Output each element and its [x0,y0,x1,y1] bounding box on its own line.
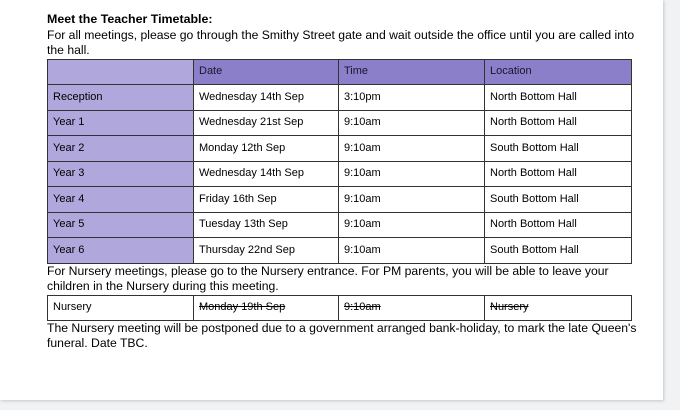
table-row [48,85,632,111]
timetable-heading: Meet the Teacher Timetable: [47,12,213,26]
row-group: Year 1 [48,110,194,136]
table-row [48,161,632,187]
table-row [48,238,632,264]
document-content [47,12,637,352]
row-time: 9:10am [339,161,485,187]
row-date: Tuesday 13th Sep [194,212,339,238]
table-row [48,212,632,238]
row-location: South Bottom Hall [485,136,632,162]
row-group: Year 6 [48,238,194,264]
nursery-group: Nursery [48,295,194,320]
row-location: North Bottom Hall [485,85,632,111]
table-row [48,187,632,213]
row-time: 9:10am [339,212,485,238]
row-time: 9:10am [339,110,485,136]
table-row [48,110,632,136]
table-row [48,136,632,162]
row-time: 9:10am [339,187,485,213]
header-date: Date [194,59,339,85]
row-location: South Bottom Hall [485,238,632,264]
nursery-note: For Nursery meetings, please go to the Nursery entrance. For PM parents, you will be able to leave your children in the Nursery during this meeting. [47,263,609,293]
row-date: Wednesday 21st Sep [194,110,339,136]
nursery-location: Nursery [485,295,632,320]
row-location: North Bottom Hall [485,212,632,238]
row-location: North Bottom Hall [485,110,632,136]
intro-paragraph: For all meetings, please go through the Smithy Street gate and wait outside the office until you are called into the hall. [47,27,635,57]
row-group: Year 4 [48,187,194,213]
row-date: Friday 16th Sep [194,187,339,213]
header-time: Time [339,59,485,85]
header-location: Location [485,59,632,85]
nursery-row [48,295,632,320]
row-location: South Bottom Hall [485,187,632,213]
row-date: Wednesday 14th Sep [194,161,339,187]
row-date: Wednesday 14th Sep [194,85,339,111]
nursery-time: 9:10am [339,295,485,320]
row-time: 9:10am [339,238,485,264]
nursery-date: Monday 19th Sep [194,295,339,320]
postponed-note: The Nursery meeting will be postponed due to a government arranged bank-holiday, to mark the late Queen's funeral. Date TBC. [47,320,637,350]
timetable-table [47,59,632,264]
nursery-table [47,295,632,321]
header-corner-cell [48,59,194,85]
row-group: Reception [48,85,194,111]
row-group: Year 5 [48,212,194,238]
row-time: 9:10am [339,136,485,162]
table-header-row [48,59,632,85]
row-date: Thursday 22nd Sep [194,238,339,264]
row-date: Monday 12th Sep [194,136,339,162]
row-time: 3:10pm [339,85,485,111]
row-group: Year 3 [48,161,194,187]
row-location: North Bottom Hall [485,161,632,187]
row-group: Year 2 [48,136,194,162]
